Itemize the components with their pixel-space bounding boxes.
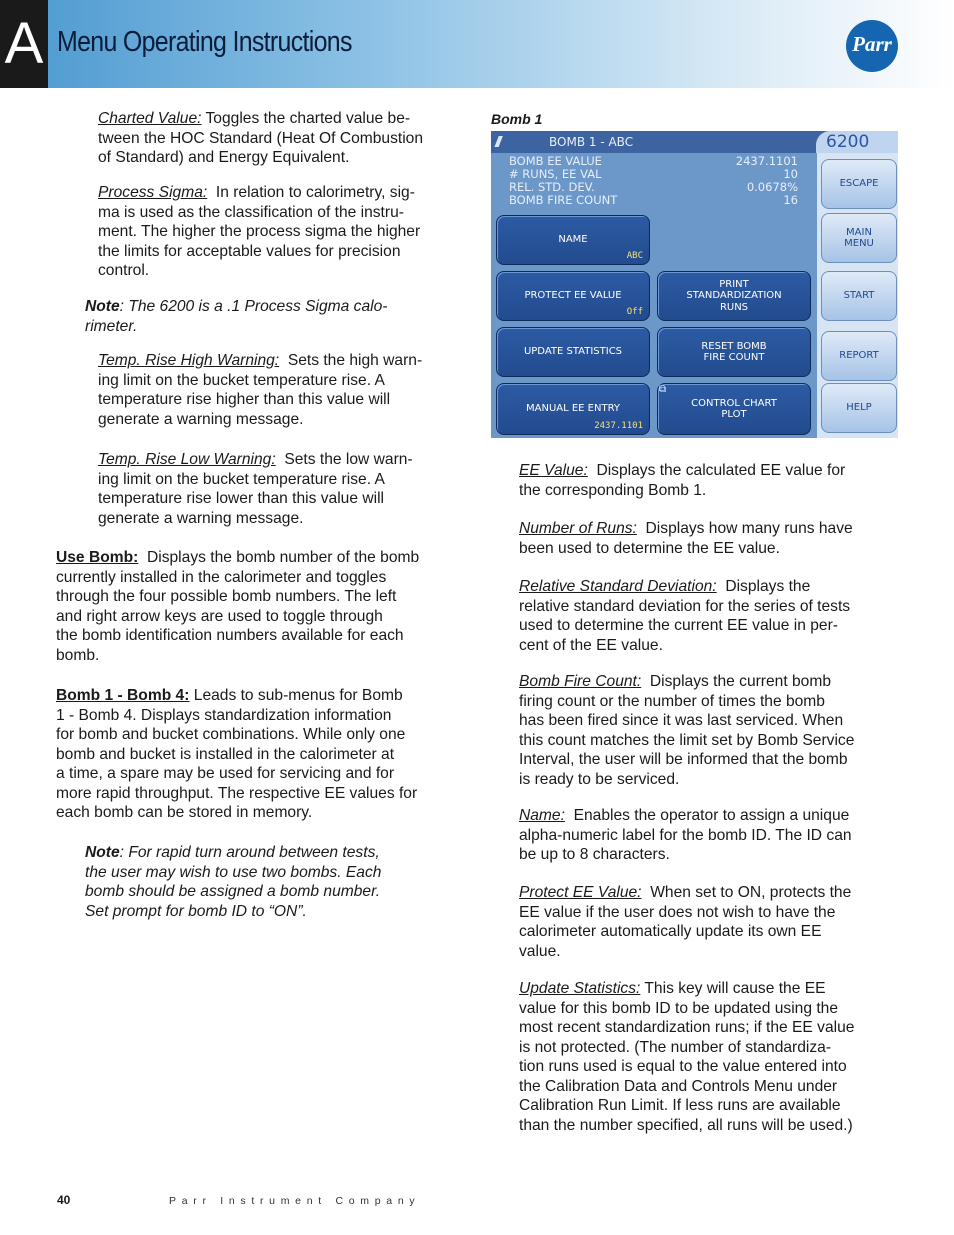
text-line: than the number specified, all runs will be used.) xyxy=(519,1116,853,1134)
text-line: Calibration Run Limit. If less runs are available xyxy=(519,1097,841,1114)
logo-text: Parr xyxy=(852,32,892,56)
control-chart-plot-button[interactable]: CONTROL CHART PLOT xyxy=(657,383,811,435)
text-line: 1 - Bomb 4. Displays standardization information xyxy=(56,706,392,724)
text-line: Sets the low warn- xyxy=(284,451,413,468)
temp-high-paragraph xyxy=(98,351,422,429)
stat-label: BOMB EE VALUE xyxy=(509,154,602,168)
page-header xyxy=(0,0,954,88)
help-button[interactable]: HELP xyxy=(821,383,897,433)
text-line: the Calibration Data and Controls Menu under xyxy=(519,1077,838,1095)
manual-ee-entry-button[interactable] xyxy=(496,383,650,435)
text-line: Displays the bomb number of the bomb xyxy=(146,549,420,566)
text-line: the user may wish to use two bombs. Each xyxy=(85,863,382,881)
page-number: 40 xyxy=(57,1193,71,1207)
process-sigma-term: Process Sigma: xyxy=(98,184,208,201)
note-label: Note xyxy=(85,844,120,861)
text-line: Displays the xyxy=(725,578,811,595)
text-line: of Standard) and Energy Equivalent. xyxy=(98,149,350,166)
print-standardization-runs-button[interactable]: PRINT STANDARDIZATION RUNS xyxy=(657,271,811,321)
text-line: : For rapid turn around between tests, xyxy=(119,844,380,861)
text-line: Displays how many runs have xyxy=(645,520,853,537)
text-line: generate a warning message. xyxy=(98,509,304,527)
text-line: has been fired since it was last serviced. When xyxy=(519,712,844,729)
temp-low-term: Temp. Rise Low Warning: xyxy=(98,451,276,468)
button-value: Off xyxy=(626,306,643,317)
process-sigma-paragraph xyxy=(98,183,420,281)
text-line: most recent standardization runs; if the EE value xyxy=(519,1019,855,1036)
update-statistics-paragraph xyxy=(519,979,854,1135)
text-line: ing limit on the bucket temperature rise. A xyxy=(98,371,385,389)
update-statistics-button[interactable] xyxy=(496,327,650,377)
chart-icon: ⧉ xyxy=(659,384,667,395)
text-line: be up to 8 characters. xyxy=(519,846,670,863)
name-button[interactable] xyxy=(496,215,650,265)
stats-labels xyxy=(509,155,617,207)
text-line: tween the HOC Standard (Heat Of Combustion xyxy=(98,129,424,147)
text-line: ment. The higher the process sigma the higher xyxy=(98,223,421,240)
button-label: PROTECT EE VALUE xyxy=(524,290,622,302)
text-line: each bomb can be stored in memory. xyxy=(56,804,313,821)
footer-company: Parr Instrument Company xyxy=(169,1195,421,1207)
figure-caption: Bomb 1 xyxy=(491,111,543,127)
text-line: ing limit on the bucket temperature rise. A xyxy=(98,470,385,488)
note-two-bombs xyxy=(85,843,381,921)
text-line: Sets the high warn- xyxy=(287,352,423,369)
temp-low-paragraph xyxy=(98,450,413,528)
text-line: the corresponding Bomb 1. xyxy=(519,481,707,499)
text-line: the limits for acceptable values for precision xyxy=(98,242,401,260)
text-line: for bomb and bucket combinations. While only one xyxy=(56,726,406,743)
text-line: control. xyxy=(98,262,150,279)
text-line: firing count or the number of times the bomb xyxy=(519,692,825,710)
text-line: When set to ON, protects the xyxy=(650,884,852,901)
bomb1-4-paragraph xyxy=(56,686,417,823)
protect-ee-value-button[interactable] xyxy=(496,271,650,321)
stat-value: 10 xyxy=(783,167,798,181)
use-bomb-term: Use Bomb: xyxy=(56,549,139,566)
text-line: alpha-numeric label for the bomb ID. The ID can xyxy=(519,826,852,844)
start-button[interactable]: START xyxy=(821,271,897,321)
text-line: a time, a spare may be used for servicing and for xyxy=(56,765,395,782)
text-line: cent of the EE value. xyxy=(519,636,663,654)
fire-count-term: Bomb Fire Count: xyxy=(519,673,642,690)
text-line: is not protected. (The number of standardiza- xyxy=(519,1038,832,1056)
text-line: Interval, the user will be informed that the bomb xyxy=(519,751,848,768)
text-line: ma is used as the classification of the instru- xyxy=(98,203,404,221)
main-menu-button[interactable]: MAIN MENU xyxy=(821,213,897,263)
rsd-term: Relative Standard Deviation: xyxy=(519,578,717,595)
parr-swoosh-icon: /// xyxy=(495,134,499,151)
number-of-runs-paragraph xyxy=(519,519,853,558)
protect-ee-paragraph xyxy=(519,883,851,961)
text-line: Leads to sub-menus for Bomb xyxy=(193,687,403,704)
text-line: bomb and bucket is installed in the calorimeter at xyxy=(56,745,395,763)
button-value: ABC xyxy=(626,250,643,261)
text-line: value for this bomb ID to be updated using the xyxy=(519,999,839,1017)
text-line: temperature rise lower than this value will xyxy=(98,490,385,507)
parr-logo xyxy=(846,20,898,72)
bomb1-4-term: Bomb 1 - Bomb 4: xyxy=(56,687,190,704)
stat-label: # RUNS, EE VAL xyxy=(509,167,602,181)
text-line: Displays the calculated EE value for xyxy=(596,462,846,479)
text-line: currently installed in the calorimeter and toggles xyxy=(56,568,387,586)
text-line: through the four possible bomb numbers. The left xyxy=(56,588,397,605)
report-button[interactable]: REPORT xyxy=(821,331,897,381)
name-paragraph xyxy=(519,806,852,865)
screen-title: BOMB 1 - ABC xyxy=(549,135,634,149)
text-line: bomb. xyxy=(56,646,100,664)
model-number: 6200 xyxy=(826,132,870,152)
note-process-sigma xyxy=(85,297,387,336)
stat-value: 16 xyxy=(783,193,798,207)
protect-term: Protect EE Value: xyxy=(519,884,642,901)
stat-label: BOMB FIRE COUNT xyxy=(509,193,618,207)
name-term: Name: xyxy=(519,807,565,824)
stat-value: 0.0678% xyxy=(746,180,798,194)
button-label: NAME xyxy=(558,234,588,246)
text-line: Set prompt for bomb ID to “ON”. xyxy=(85,902,307,920)
text-line: calorimeter automatically update its own EE xyxy=(519,923,822,940)
text-line: generate a warning message. xyxy=(98,410,304,428)
bomb1-screen xyxy=(491,131,898,438)
text-line: value. xyxy=(519,942,561,960)
section-letter: A xyxy=(0,0,48,88)
text-line: more rapid throughput. The respective EE values for xyxy=(56,784,418,802)
text-line: tion runs used is equal to the value entered into xyxy=(519,1058,847,1075)
text-line: : The 6200 is a .1 Process Sigma calo- xyxy=(119,298,388,315)
text-line: Toggles the charted value be- xyxy=(205,110,411,127)
escape-button[interactable]: ESCAPE xyxy=(821,159,897,209)
text-line: EE value if the user does not wish to have the xyxy=(519,903,836,921)
button-label: UPDATE STATISTICS xyxy=(523,346,623,358)
text-line: Displays the current bomb xyxy=(649,673,832,690)
text-line: This key will cause the EE xyxy=(644,980,826,997)
runs-term: Number of Runs: xyxy=(519,520,637,537)
ee-value-paragraph xyxy=(519,461,845,500)
stats-values xyxy=(736,155,798,207)
bomb-fire-count-paragraph xyxy=(519,672,854,789)
text-line: bomb should be assigned a bomb number. xyxy=(85,883,381,900)
stat-value: 2437.1101 xyxy=(735,154,798,168)
temp-high-term: Temp. Rise High Warning: xyxy=(98,352,280,369)
text-line: In relation to calorimetry, sig- xyxy=(215,184,415,201)
text-line: and right arrow keys are used to toggle through xyxy=(56,607,383,625)
button-value: 2437.1101 xyxy=(594,420,643,431)
text-line: relative standard deviation for the series of tests xyxy=(519,597,851,615)
text-line: used to determine the current EE value in per- xyxy=(519,617,838,634)
note-label: Note xyxy=(85,298,120,315)
ee-value-term: EE Value: xyxy=(519,462,588,479)
text-line: is ready to be serviced. xyxy=(519,770,680,788)
reset-bomb-fire-count-button[interactable]: RESET BOMB FIRE COUNT xyxy=(657,327,811,377)
text-line: rimeter. xyxy=(85,317,138,335)
update-term: Update Statistics: xyxy=(519,980,641,997)
page-title: Menu Operating Instructions xyxy=(57,26,352,58)
rsd-paragraph xyxy=(519,577,850,655)
text-line: this count matches the limit set by Bomb Service xyxy=(519,731,855,749)
text-line: been used to determine the EE value. xyxy=(519,539,780,557)
stat-label: REL. STD. DEV. xyxy=(509,180,595,194)
text-line: temperature rise higher than this value will xyxy=(98,391,391,408)
charted-value-term: Charted Value: xyxy=(98,110,202,127)
charted-value-paragraph xyxy=(98,109,423,168)
button-label: MANUAL EE ENTRY xyxy=(526,403,620,415)
text-line: the bomb identification numbers available for each xyxy=(56,627,404,644)
text-line: Enables the operator to assign a unique xyxy=(573,807,850,824)
use-bomb-paragraph xyxy=(56,548,419,665)
